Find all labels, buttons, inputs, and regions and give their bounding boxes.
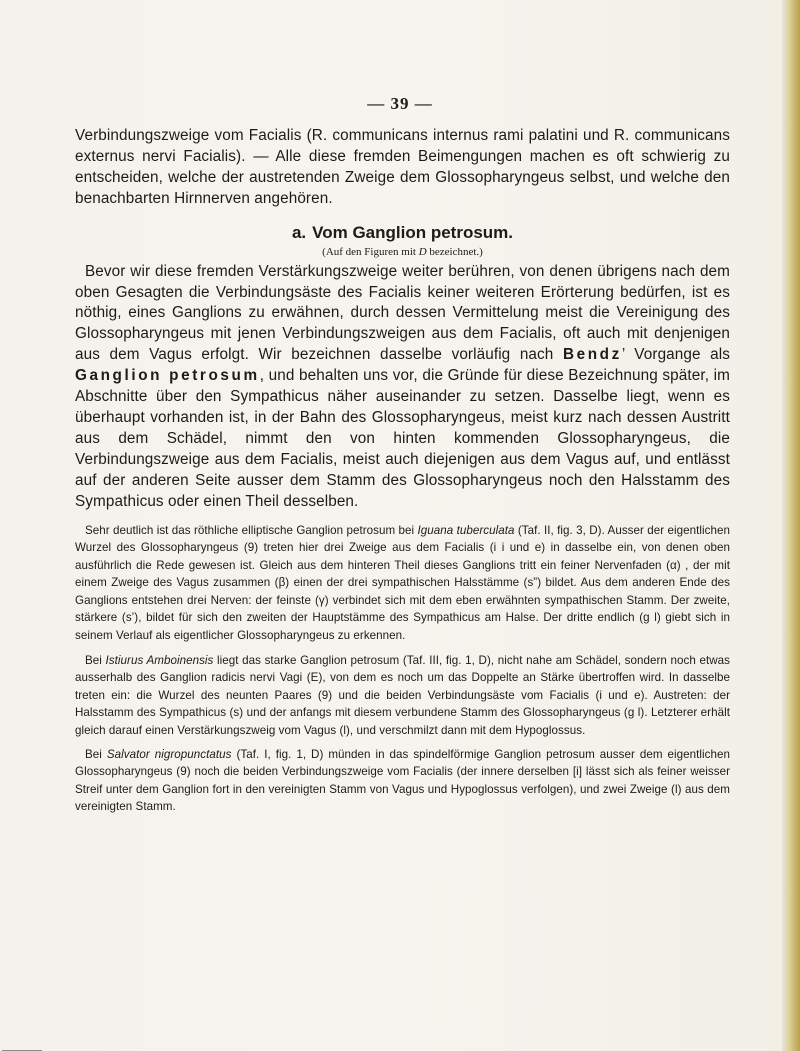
note-istiurus-species: Istiurus Amboinensis [105, 653, 214, 667]
note-salvator [75, 746, 730, 816]
section-note-letter: D [418, 245, 427, 258]
note-salvator-species: Salvator nigropunctatus [106, 747, 232, 761]
section-label: a. [291, 222, 307, 242]
note-iguana-species: Iguana tuberculata [417, 523, 515, 537]
main-paragraph-part2: ’ Vorgange als [621, 346, 730, 364]
main-paragraph-part1: Bevor wir diese fremden Verstärkungszweige weiter berühren, von denen übrigens nach dem oben Gesagten die Verbindungsäste des Facialis keiner weiteren Erörterung bedürfen, ist es nöthig, eines Ganglions zu erwähnen, durch dessen Vermittelung meist die Vereinigung des Glossopharyngeus mit jenen Verbindungszweigen aus dem Facialis, oft auch mit denjenigen aus dem Vagus erfolgt. Wir bezeichnen dasselbe vorläufig nach [75, 262, 730, 364]
main-paragraph [75, 262, 730, 513]
note-iguana-part1: Sehr deutlich ist das röthliche elliptische Ganglion petrosum bei [85, 523, 415, 537]
note-istiurus [75, 652, 730, 740]
main-paragraph-part3: , und behalten uns vor, die Gründe für diese Bezeichnung später, im Abschnitte über den Sympathicus näher auseinander zu setzen. Dasselbe liegt, wenn es überhaupt vorhanden ist, in der Bahn des Glossopharyngeus, meist kurz nach dessen Austritt aus dem Schädel, nimmt den von hinten kommenden Glossopharyngeus, die Verbindungszweige aus dem Facialis, meist auch diejenigen aus dem Vagus auf, und entlässt auf der anderen Seite ausser dem Stamm des Glossopharyngeus noch den Halsstamm des Sympathicus oder einen Theil desselben. [75, 367, 730, 510]
section-note-prefix: (Auf den Figuren mit [322, 245, 416, 258]
note-istiurus-part1: Bei [85, 653, 102, 667]
section-note [75, 244, 730, 260]
page-edge-line [788, 0, 790, 1051]
section-title: Vom Ganglion petrosum. [312, 222, 514, 242]
section-note-suffix: bezeichnet.) [429, 245, 483, 258]
page-edge-binding [782, 0, 800, 1051]
section-heading [75, 222, 730, 244]
note-salvator-part1: Bei [85, 747, 102, 761]
author-bendz: Bendz [562, 346, 622, 364]
corner-mark [2, 1040, 42, 1051]
intro-paragraph: Verbindungszweige vom Facialis (R. communicans internus rami palatini und R. communicans externus nervi Facialis). — Alle diese fremden Beimengungen machen es oft schwierig zu entscheiden, welche der austretenden Zweige dem Glossopharyngeus selbst, und welche den benachbarten Hirnnerven angehören. [75, 127, 730, 207]
note-salvator-part2: (Taf. I, fig. 1, D) münden in das spindelförmige Ganglion petrosum ausser dem eigentlichen Glossopharyngeus (9) noch die beiden Verbindungszweige vom Facialis (der innere derselben [i] lässt sich als feiner weisser Streif unter dem Ganglion fort in den vereinigten Stamm von Vagus und Hypoglossus verfolgen), und zwei Zweige (l) aus dem vereinigten Stamm. [75, 747, 730, 814]
note-iguana [75, 522, 730, 645]
term-ganglion-petrosum: Ganglion petrosum [75, 367, 260, 385]
page-number: — 39 — [367, 94, 433, 113]
note-istiurus-part2: liegt das starke Ganglion petrosum (Taf. III, fig. 1, D), nicht nahe am Schädel, sondern noch etwas ausserhalb des Ganglion radicis nervi Vagi (E), von dem es noch um das Doppelte an Stärke übertroffen wird. In dasselbe treten ein: die Wurzel des neunten Paares (9) und die beiden Verbindungsäste vom Facialis (i und e). Austreten: der Halsstamm des Sympathicus (s) und der anfangs mit diesem verbundene Stamm des Glossopharyngeus (g l). Letzterer erhält gleich darauf einen Verstärkungszweig vom Vagus (l), und verschmilzt dann mit dem Hypoglossus. [75, 653, 730, 738]
note-iguana-part2: (Taf. II, fig. 3, D). Ausser der eigentlichen Wurzel des Glossopharyngeus (9) treten hier drei Zweige aus dem Facialis (i i und e) in dasselbe ein, von denen oben ausführlich die Rede gewesen ist. Gleich aus dem hinteren Theil dieses Ganglions tritt ein feiner Nervenfaden (α) , der mit einem Zweige des Vagus zusammen (β) einen der drei sympathischen Halsstämme (s”) bildet. Aus dem anderen Ende des Ganglions entstehen drei Nerven: der feinste (γ) verbindet sich mit dem eben erwähnten sympathischen Stamm. Der zweite, stärkere (s’), bildet für sich den zweiten der Hauptstämme des Sympathicus am Halse. Der dritte endlich (g l) giebt sich in seinem Verlauf als eigentlicher Glossopharyngeus zu erkennen. [75, 523, 730, 643]
text-body [75, 126, 730, 816]
